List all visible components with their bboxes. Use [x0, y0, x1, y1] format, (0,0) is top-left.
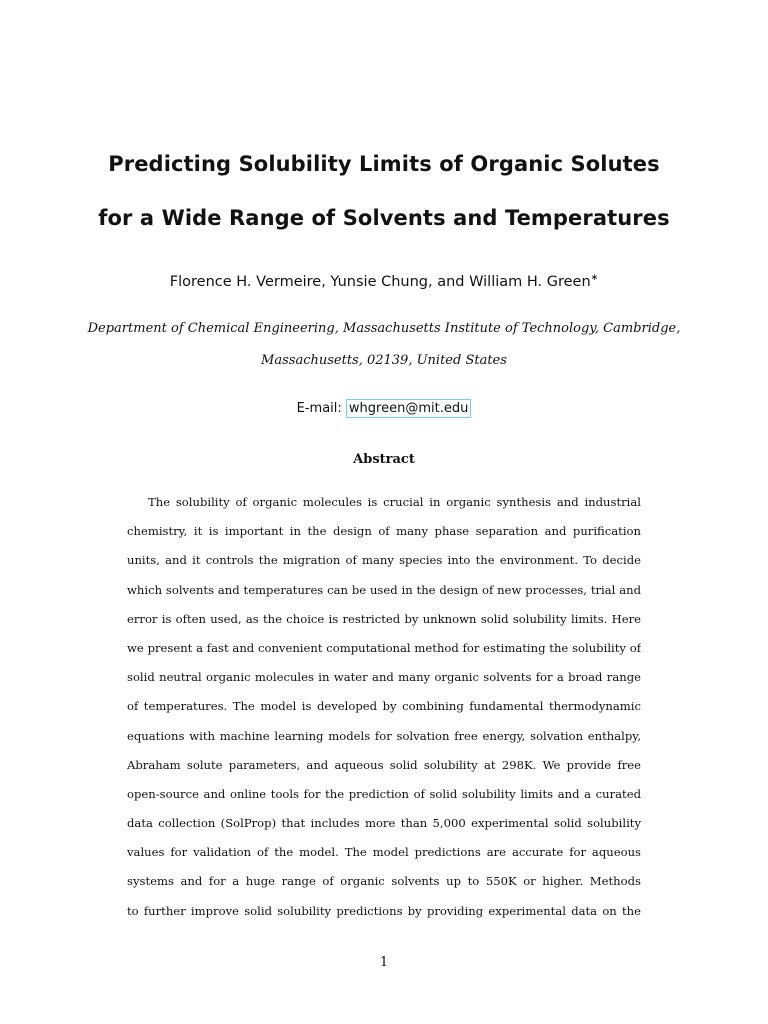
abstract-line: systems and for a huge range of organic solvents up to 550K or higher. Methods [127, 874, 641, 889]
abstract-heading: Abstract [353, 452, 415, 467]
affiliation-line-1: Department of Chemical Engineering, Massachusetts Institute of Technology, Cambridge, [87, 321, 681, 336]
abstract-line: to further improve solid solubility predictions by providing experimental data on the [127, 903, 641, 918]
abstract-line: which solvents and temperatures can be used in the design of new processes, trial and [127, 582, 641, 597]
abstract-line: data collection (SolProp) that includes more than 5,000 experimental solid solubility [127, 816, 641, 831]
page-number: 1 [379, 955, 389, 970]
abstract-line: chemistry, it is important in the design of many phase separation and purification [127, 524, 641, 539]
abstract-body [127, 488, 641, 926]
email-link[interactable]: whgreen@mit.edu [346, 399, 471, 418]
affiliation-line-2: Massachusetts, 02139, United States [261, 353, 507, 368]
paper-title-line-2: for a Wide Range of Solvents and Temperatures [98, 206, 670, 230]
abstract-line: Abraham solute parameters, and aqueous solid solubility at 298K. We provide free [127, 757, 641, 772]
abstract-line: solid neutral organic molecules in water and many organic solvents for a broad range [127, 670, 641, 685]
abstract-line: units, and it controls the migration of many species into the environment. To decide [127, 553, 641, 568]
contact-email [0, 399, 768, 418]
abstract-line: we present a fast and convenient computational method for estimating the solubility of [127, 640, 641, 655]
abstract-line: values for validation of the model. The model predictions are accurate for aqueous [127, 845, 641, 860]
abstract-line: of temperatures. The model is developed by combining fundamental thermodynamic [127, 699, 641, 714]
abstract-line: The solubility of organic molecules is crucial in organic synthesis and industrial [148, 495, 641, 509]
paper-title-line-1: Predicting Solubility Limits of Organic Solutes [108, 152, 660, 176]
abstract-line: open-source and online tools for the prediction of solid solubility limits and a curated [127, 786, 641, 801]
abstract-line: error is often used, as the choice is restricted by unknown solid solubility limits. Here [127, 611, 641, 626]
author-names: Florence H. Vermeire, Yunsie Chung, and William H. Green [169, 274, 591, 290]
email-label: E-mail: [296, 401, 346, 416]
corresponding-author-mark: ∗ [590, 273, 599, 283]
author-list [0, 274, 768, 290]
abstract-line: equations with machine learning models for solvation free energy, solvation enthalpy, [127, 728, 641, 743]
